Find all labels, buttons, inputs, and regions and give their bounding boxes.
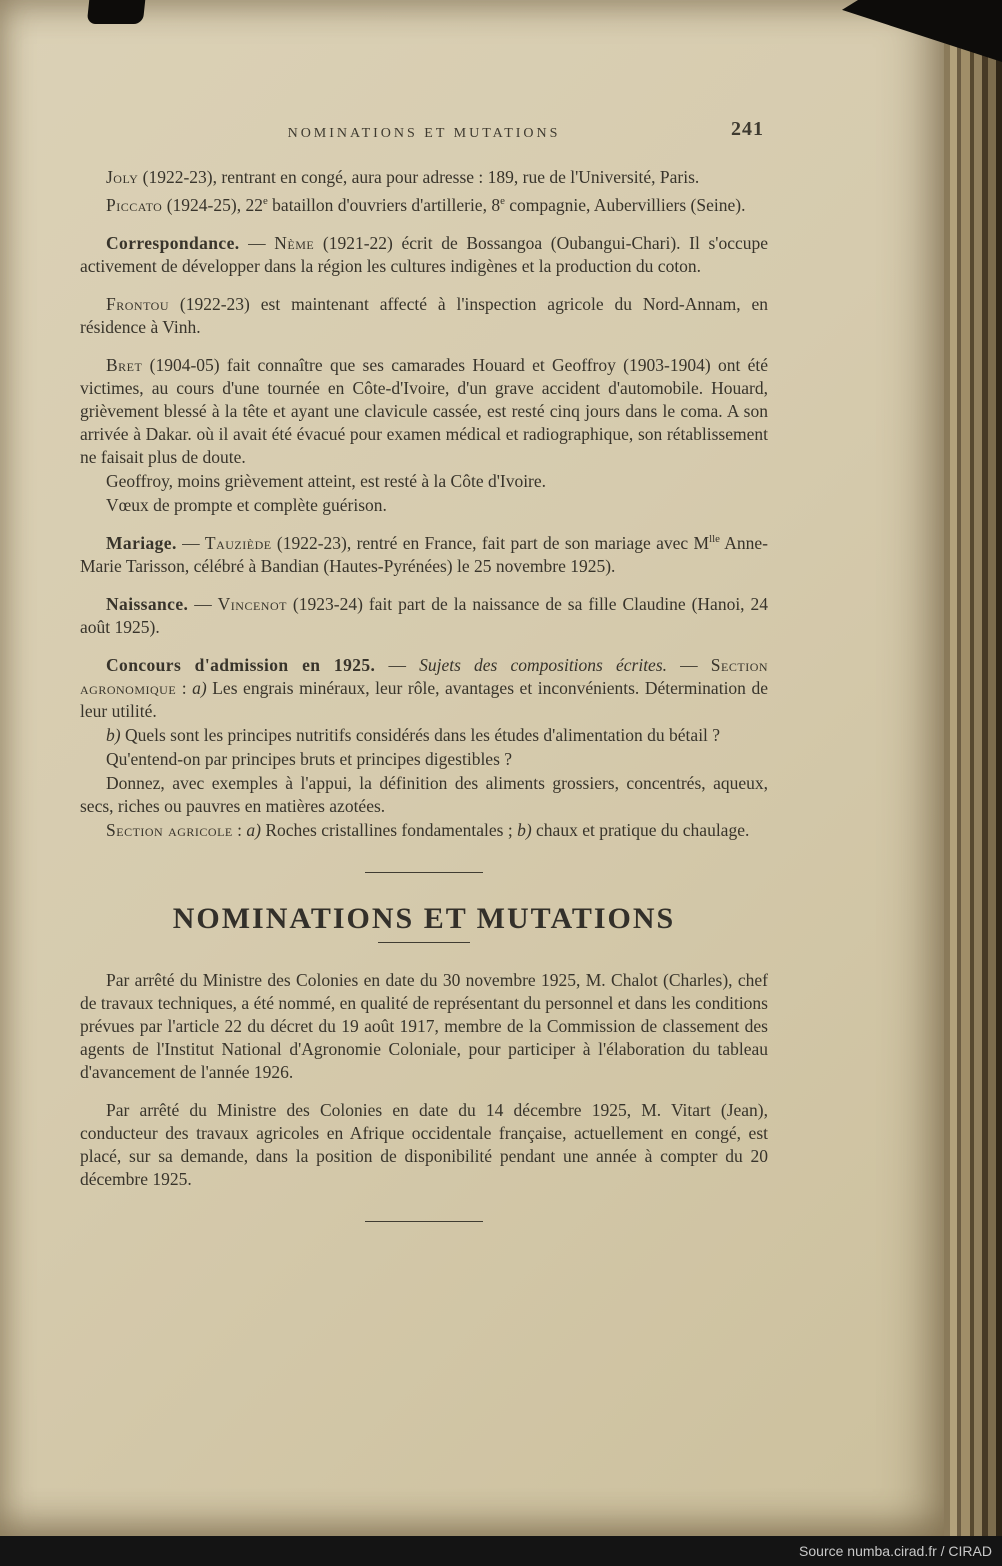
text-segment: a) bbox=[192, 678, 207, 698]
paragraph bbox=[80, 166, 768, 189]
text-segment: Sujets des compositions écrites. bbox=[419, 655, 668, 675]
text-segment: Vœux de prompte et complète guérison. bbox=[106, 495, 387, 515]
text-segment: Piccato bbox=[106, 195, 163, 215]
text-segment: Bret bbox=[106, 355, 143, 375]
paragraph bbox=[80, 1099, 768, 1191]
text-segment: b) bbox=[517, 820, 532, 840]
text-segment: Section agricole bbox=[106, 820, 233, 840]
text-segment: — bbox=[176, 533, 205, 553]
top-left-stain bbox=[87, 0, 146, 24]
text-segment: Par arrêté du Ministre des Colonies en date du 30 novembre 1925, M. Chalot (Charles), chef de travaux techniques, a été nommé, en qualité de représentant du personnel et dans les conditions prévues par l'article 22 du décret du 19 août 1917, membre de la Commission de classement des agents de l'Institut National d'Agronomie Coloniale, pour participer à l'élaboration du tableau d'avancement de l'année 1926. bbox=[80, 970, 768, 1082]
text-segment: (1924-25), 22 bbox=[162, 195, 263, 215]
text-segment: lle bbox=[709, 533, 720, 546]
paragraph bbox=[80, 232, 768, 278]
text-segment: a) bbox=[246, 820, 261, 840]
paragraph bbox=[80, 532, 768, 578]
text-segment: bataillon d'ouvriers d'artillerie, 8 bbox=[267, 195, 501, 215]
text-segment: Donnez, avec exemples à l'appui, la définition des aliments grossiers, concentrés, aqueux, secs, riches ou pauvres en matières azotées. bbox=[80, 773, 768, 816]
text-segment: Correspondance. bbox=[106, 233, 240, 253]
text-segment: Nème bbox=[274, 233, 315, 253]
paragraph bbox=[80, 724, 768, 747]
text-segment: (1922-23) est maintenant affecté à l'inspection agricole du Nord-Annam, en résidence à Vinh. bbox=[80, 294, 768, 337]
paragraph bbox=[80, 772, 768, 818]
section-divider bbox=[365, 872, 483, 873]
text-segment: e bbox=[262, 195, 268, 208]
paragraph bbox=[80, 470, 768, 493]
heading-underline bbox=[378, 942, 470, 943]
text-segment: Anne-Marie Tarisson, célébré à Bandian (Hautes-Pyrénées) le 25 novembre 1925). bbox=[80, 533, 768, 576]
paragraph bbox=[80, 293, 768, 339]
text-column bbox=[80, 118, 768, 1222]
text-segment: Vincenot bbox=[217, 594, 287, 614]
text-segment: Concours d'admission en 1925. bbox=[106, 655, 376, 675]
text-segment: chaux et pratique du chaulage. bbox=[531, 820, 750, 840]
source-bar bbox=[0, 1536, 1002, 1566]
text-segment: : bbox=[232, 820, 247, 840]
text-segment: Geoffroy, moins grièvement atteint, est resté à la Côte d'Ivoire. bbox=[106, 471, 547, 491]
text-segment: — bbox=[188, 594, 218, 614]
paragraph bbox=[80, 194, 768, 217]
text-segment: Frontou bbox=[106, 294, 170, 314]
text-segment: (1922-23), rentrant en congé, aura pour adresse : 189, rue de l'Université, Paris. bbox=[138, 167, 700, 187]
page-number: 241 bbox=[731, 118, 764, 140]
text-segment: Par arrêté du Ministre des Colonies en date du 14 décembre 1925, M. Vitart (Jean), conducteur des travaux agricoles en Afrique occidentale française, actuellement en congé, est placé, sur sa demande, dans la position de disponibilité pendant une année à compter du 20 décembre 1925. bbox=[80, 1100, 768, 1189]
paragraph bbox=[80, 593, 768, 639]
text-segment: : bbox=[176, 678, 193, 698]
paragraph bbox=[80, 494, 768, 517]
text-segment: (1904-05) fait connaître que ses camarades Houard et Geoffroy (1903-1904) ont été victimes, au cours d'une tournée en Côte-d'Ivoire, d'un grave accident d'automobile. Houard, grièvement blessé à la tête et ayant une clavicule cassée, est resté cinq jours dans le coma. A son arrivée à Dakar. où il avait été évacué pour examen médical et radiographique, son rétablissement ne faisait plus de doute. bbox=[80, 355, 768, 467]
text-segment: — bbox=[239, 233, 275, 253]
running-head bbox=[80, 118, 768, 144]
paragraph bbox=[80, 819, 768, 842]
text-segment: Roches cristallines fondamentales ; bbox=[260, 820, 518, 840]
running-head-title: NOMINATIONS ET MUTATIONS bbox=[287, 126, 561, 141]
text-segment: Tauziède bbox=[204, 533, 272, 553]
text-segment: b) bbox=[106, 725, 121, 745]
text-segment: (1922-23), rentré en France, fait part de son mariage avec M bbox=[271, 533, 710, 553]
text-segment: Qu'entend-on par principes bruts et principes digestibles ? bbox=[106, 749, 513, 769]
text-segment: (1923-24) fait part de la naissance de sa fille Claudine (Hanoi, 24 août 1925). bbox=[80, 594, 769, 637]
text-segment: Mariage. bbox=[106, 533, 177, 553]
text-segment: Section agronomique bbox=[80, 655, 769, 698]
book-page-edges bbox=[944, 0, 1002, 1536]
text-segment: (1921-22) écrit de Bossangoa (Oubangui-Chari). Il s'occupe activement de développer dans la région les cultures indigènes et la production du coton. bbox=[80, 233, 768, 276]
page-content bbox=[80, 166, 768, 1222]
source-text: Source numba.cirad.fr / CIRAD bbox=[799, 1543, 992, 1559]
section-heading: NOMINATIONS ET MUTATIONS bbox=[172, 902, 676, 935]
text-segment: Joly bbox=[106, 167, 139, 187]
text-segment: Les engrais minéraux, leur rôle, avantages et inconvénients. Détermination de leur utilité. bbox=[80, 678, 768, 721]
section-divider bbox=[365, 1221, 483, 1222]
paragraph bbox=[80, 969, 768, 1084]
paragraph bbox=[80, 748, 768, 771]
paragraph bbox=[80, 654, 768, 723]
text-segment: — bbox=[375, 655, 420, 675]
text-segment: compagnie, Aubervilliers (Seine). bbox=[504, 195, 746, 215]
text-segment: — bbox=[667, 655, 711, 675]
paragraph bbox=[80, 354, 768, 469]
text-segment: Quels sont les principes nutritifs considérés dans les études d'alimentation du bétail ? bbox=[120, 725, 721, 745]
text-segment: e bbox=[500, 195, 505, 208]
text-segment: Naissance. bbox=[106, 594, 189, 614]
